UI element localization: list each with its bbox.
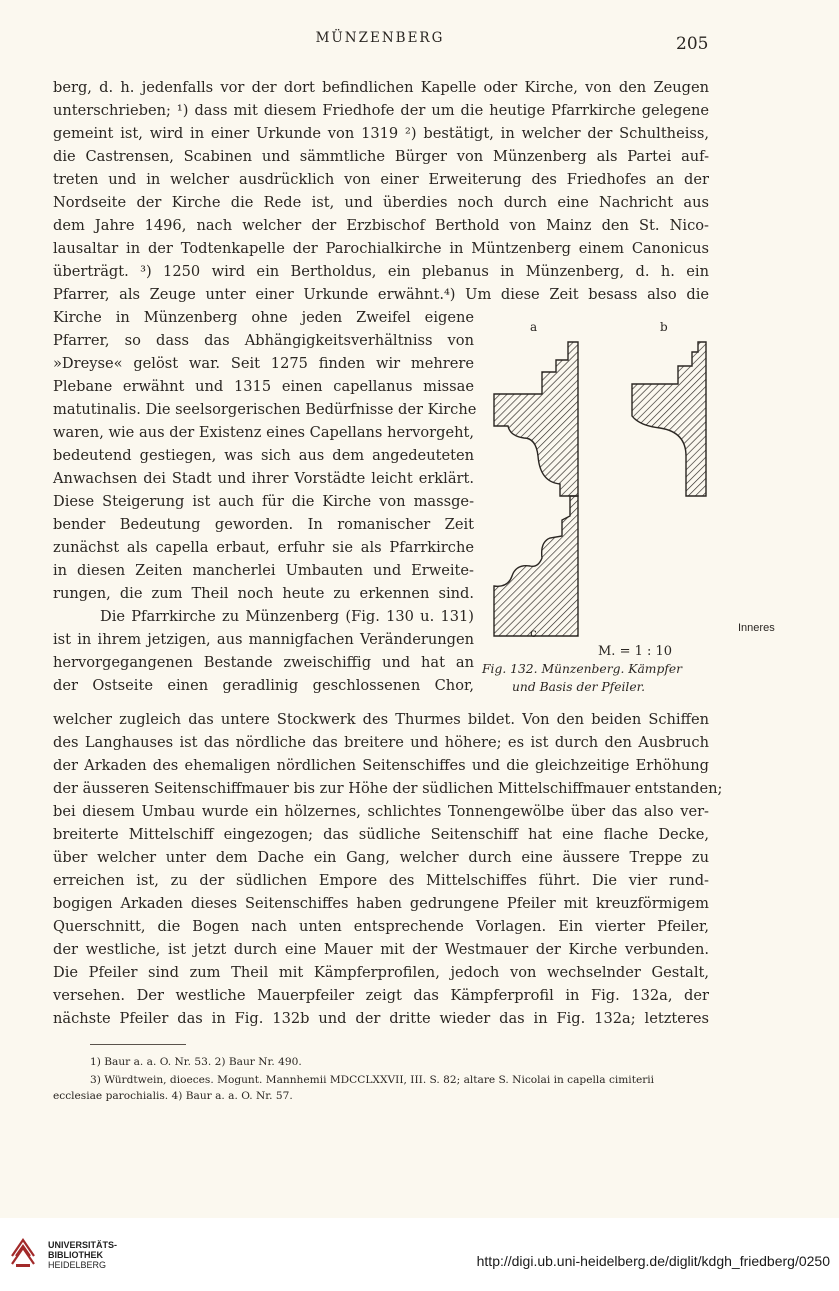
body-line: Pfarrer, als Zeuge unter einer Urkunde erwähnt.⁴) Um diese Zeit besass also die xyxy=(53,286,709,303)
body-line: matutinalis. Die seelsorgerischen Bedürfnisse der Kirche xyxy=(53,401,477,418)
body-line: der äusseren Seitenschiffmauer bis zur Höhe der südlichen Mittelschiffmauer entstanden; xyxy=(53,780,723,797)
body-line: der westliche, ist jetzt durch eine Mauer mit der Westmauer der Kirche verbunden. xyxy=(53,941,709,958)
library-name-line: HEIDELBERG xyxy=(48,1260,107,1270)
body-line: überträgt. ³) 1250 wird ein Bertholdus, ein plebanus in Münzenberg, d. h. ein xyxy=(53,263,709,280)
digitization-footer xyxy=(0,1218,839,1291)
body-line: des Langhauses ist das nördliche das breitere und höhere; es ist durch den Ausbruch xyxy=(53,734,709,751)
body-line: in diesen Zeiten mancherlei Umbauten und Erweite- xyxy=(53,562,474,579)
page-number: 205 xyxy=(676,34,709,54)
body-line: nächste Pfeiler das in Fig. 132b und der dritte wieder das in Fig. 132a; letzteres xyxy=(53,1010,709,1027)
body-line: ist in ihrem jetzigen, aus mannigfachen Veränderungen xyxy=(53,631,474,648)
footnote: 3) Würdtwein, dioeces. Mogunt. Mannhemii MDCCLXXVII, III. S. 82; altare S. Nicolai in capella cimiterii xyxy=(90,1074,655,1086)
profile-b xyxy=(632,342,706,496)
body-line: über welcher unter dem Dache ein Gang, welcher durch eine äussere Treppe zu xyxy=(53,849,709,866)
footnote: ecclesiae parochialis. 4) Baur a. a. O. Nr. 57. xyxy=(53,1090,293,1102)
library-name xyxy=(48,1240,117,1270)
body-line: erreichen ist, zu der südlichen Empore des Mittelschiffes führt. Die vier rund- xyxy=(53,872,709,889)
capital-and-base-profiles xyxy=(480,336,730,656)
body-line: Nordseite der Kirche die Rede ist, und überdies noch durch eine Nachricht aus xyxy=(53,194,709,211)
body-line: welcher zugleich das untere Stockwerk des Thurmes bildet. Von den beiden Schiffen xyxy=(53,711,709,728)
body-line: »Dreyse« gelöst war. Seit 1275 finden wir mehrere xyxy=(53,355,474,372)
body-line: hervorgegangenen Bestande zweischiffig und hat an xyxy=(53,654,474,671)
figure-132 xyxy=(480,318,730,698)
margin-note: Inneres xyxy=(738,622,775,634)
university-library-logo xyxy=(8,1234,38,1274)
figure-label-a: a xyxy=(530,320,538,334)
body-line: der Ostseite einen geradlinig geschlossenen Chor, xyxy=(53,677,474,694)
figure-caption-line: Fig. 132. Münzenberg. Kämpfer xyxy=(482,662,683,676)
figure-scale: M. = 1 : 10 xyxy=(598,644,673,659)
body-line: unterschrieben; ¹) dass mit diesem Friedhofe der um die heutige Pfarrkirche gelegene xyxy=(53,102,709,119)
body-line: bei diesem Umbau wurde ein hölzernes, schlichtes Tonnengewölbe über das also ver- xyxy=(53,803,709,820)
figure-label-b: b xyxy=(660,320,668,334)
body-line: gemeint ist, wird in einer Urkunde von 1319 ²) bestätigt, in welcher der Schultheiss, xyxy=(53,125,709,142)
profile-c xyxy=(494,496,578,636)
body-line: Die Pfeiler sind zum Theil mit Kämpferprofilen, jedoch von wechselnder Gestalt, xyxy=(53,964,709,981)
body-line: bogigen Arkaden dieses Seitenschiffes haben gedrungene Pfeiler mit kreuzförmigem xyxy=(53,895,709,912)
body-line: breiterte Mittelschiff eingezogen; das südliche Seitenschiff hat eine flache Decke, xyxy=(53,826,709,843)
body-line: bender Bedeutung geworden. In romanischer Zeit xyxy=(53,516,474,533)
body-line: rungen, die zum Theil noch heute zu erkennen sind. xyxy=(53,585,474,602)
figure-label-c: c xyxy=(530,626,537,640)
footnote: 1) Baur a. a. O. Nr. 53. 2) Baur Nr. 490. xyxy=(90,1056,302,1068)
body-line: lausaltar in der Todtenkapelle der Parochialkirche in Müntzenberg einem Canonicus xyxy=(53,240,709,257)
running-title: MÜNZENBERG xyxy=(315,30,445,46)
body-line: dem Jahre 1496, nach welcher der Erzbischof Berthold von Mainz den St. Nico- xyxy=(53,217,709,234)
body-line: Anwachsen dei Stadt und ihrer Vorstädte leicht erklärt. xyxy=(53,470,474,487)
permalink-url[interactable]: http://digi.ub.uni-heidelberg.de/diglit/kdgh_friedberg/0250 xyxy=(476,1253,830,1269)
body-line: der Arkaden des ehemaligen nördlichen Seitenschiffes und die gleichzeitige Erhöhung xyxy=(53,757,709,774)
body-line: die Castrensen, Scabinen und sämmtliche Bürger von Münzenberg als Partei auf- xyxy=(53,148,709,165)
body-line: berg, d. h. jedenfalls vor der dort befindlichen Kapelle oder Kirche, von den Zeugen xyxy=(53,79,709,96)
body-line: versehen. Der westliche Mauerpfeiler zeigt das Kämpferprofil in Fig. 132a, der xyxy=(53,987,709,1004)
body-line: bedeutend gestiegen, was sich aus dem angedeuteten xyxy=(53,447,474,464)
body-line: Die Pfarrkirche zu Münzenberg (Fig. 130 u. 131) xyxy=(100,608,474,625)
profile-a xyxy=(494,342,578,496)
library-name-line: BIBLIOTHEK xyxy=(48,1250,103,1260)
body-line: Pfarrer, so dass das Abhängigkeitsverhältniss von xyxy=(53,332,474,349)
figure-caption-line: und Basis der Pfeiler. xyxy=(512,680,646,694)
body-line: zunächst als capella erbaut, erfuhr sie als Pfarrkirche xyxy=(53,539,474,556)
body-line: Kirche in Münzenberg ohne jeden Zweifel eigene xyxy=(53,309,474,326)
footnote-rule xyxy=(90,1044,186,1045)
library-name-line: UNIVERSITÄTS- xyxy=(48,1240,118,1250)
body-line: waren, wie aus der Existenz eines Capellans hervorgeht, xyxy=(53,424,474,441)
body-line: Diese Steigerung ist auch für die Kirche von massge- xyxy=(53,493,474,510)
body-line: Querschnitt, die Bogen nach unten entsprechende Vorlagen. Ein vierter Pfeiler, xyxy=(53,918,709,935)
body-line: treten und in welcher ausdrücklich von einer Erweiterung des Friedhofes an der xyxy=(53,171,709,188)
body-line: Plebane erwähnt und 1315 einen capellanus missae xyxy=(53,378,474,395)
